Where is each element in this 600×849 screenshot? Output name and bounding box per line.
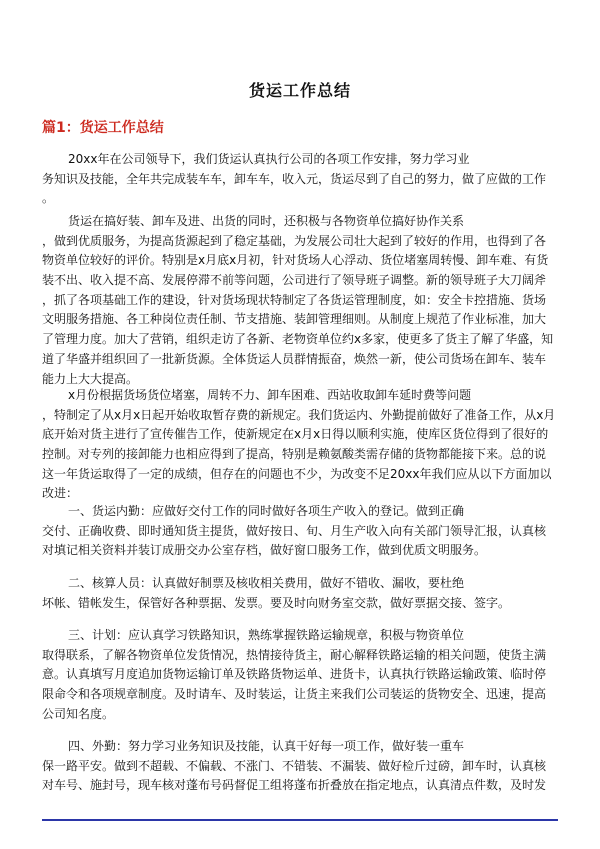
paragraph-5 bbox=[42, 574, 558, 613]
paragraph-line: 务知识及技能，全年共完成装车车，卸车车，收入元，货运尽到了自己的努力，做了应做的工作 bbox=[42, 171, 547, 186]
paragraph-line: 物资单位较好的评价。特别是x月底x月初，针对货场人心浮动、货位堵塞周转慢、卸车难、有货 bbox=[42, 253, 549, 268]
paragraph-7 bbox=[42, 737, 558, 796]
paragraph-line: 二、核算人员：认真做好制票及核收相关费用，做好不错收、漏收，要杜绝 bbox=[68, 576, 465, 590]
paragraph-line: 。 bbox=[42, 191, 55, 206]
paragraph-line: 坏帐、错帐发生，保管好各种票据、发票。要及时向财务室交款，做好票据交接、签字。 bbox=[42, 595, 511, 610]
paragraph-line: 这一年货运取得了一定的成绩，但存在的问题也不少，为改变不足20xx年我们应从以下方面加以 bbox=[42, 466, 552, 481]
paragraph-line: 改进： bbox=[42, 486, 79, 501]
paragraph-line: 底开始对货主进行了宣传催告工作，使新规定在x月x日得以顺利实施，使库区货位得到了很好的 bbox=[42, 427, 549, 442]
paragraph-line: 四、外勤：努力学习业务知识及技能，认真干好每一项工作，做好装一重车 bbox=[68, 739, 465, 753]
footer-divider bbox=[42, 819, 558, 821]
paragraph-2 bbox=[42, 212, 558, 389]
paragraph-line: ，特制定了从x月x日起开始收取暂存费的新规定。我们货运内、外勤提前做好了准备工作，从x月 bbox=[42, 407, 556, 422]
paragraph-line: 意。认真填写月度追加货物运输订单及铁路货物运单、进货卡，认真执行铁路运输政策、临时停 bbox=[42, 667, 547, 682]
paragraph-4 bbox=[42, 502, 558, 561]
paragraph-6 bbox=[42, 626, 558, 724]
paragraph-3 bbox=[42, 386, 558, 504]
paragraph-line: 对车号、施封号，现车核对蓬布号码督促工组将蓬布折叠放在指定地点，认真清点件数，及时发 bbox=[42, 778, 547, 793]
paragraph-line: x月份根据货场货位堵塞，周转不力、卸车困难、西站收取卸车延时费等问题 bbox=[68, 388, 472, 402]
paragraph-line: 取得联系，了解各物资单位发货情况，热情接待货主，耐心解释铁路运输的相关问题，使货主满 bbox=[42, 647, 547, 662]
section-heading: 篇1：货运工作总结 bbox=[42, 120, 164, 136]
paragraph-line: ，做到优质服务，为提高货源起到了稳定基础，为发展公司壮大起到了较好的作用，也得到了各 bbox=[42, 233, 547, 248]
paragraph-1 bbox=[42, 150, 558, 209]
paragraph-line: 能力上大大提高。 bbox=[42, 371, 139, 386]
paragraph-line: 公司知名度。 bbox=[42, 706, 115, 721]
paragraph-line: 对填记相关资料并装订成册交办公室存档，做好窗口服务工作，做到优质文明服务。 bbox=[42, 543, 487, 558]
paragraph-line: 20xx年在公司领导下，我们货运认真执行公司的各项工作安排，努力学习业 bbox=[68, 152, 470, 166]
paragraph-line: 道了华盛并组织回了一批新货源。全体货运人员群情振奋，焕然一新，使公司货场在卸车、装车 bbox=[42, 351, 547, 366]
paragraph-line: 三、计划：应认真学习铁路知识，熟练掌握铁路运输规章，积极与物资单位 bbox=[68, 628, 465, 642]
paragraph-line: ，抓了各项基础工作的建设，针对货场现状特制定了各货运管理制度，如：安全卡控措施、货场 bbox=[42, 292, 547, 307]
paragraph-line: 交付、正确收费、即时通知货主提货，做好按日、旬、月生产收入向有关部门领导汇报，认真核 bbox=[42, 523, 547, 538]
paragraph-line: 货运在搞好装、卸车及进、出货的同时，还积极与各物资单位搞好协作关系 bbox=[68, 214, 465, 228]
document-title: 货运工作总结 bbox=[248, 81, 351, 100]
paragraph-line: 文明服务措施、各工种岗位责任制、节支措施、装卸管理细则。从制度上规范了作业标准，加大 bbox=[42, 312, 547, 327]
paragraph-line: 控制。对专列的接卸能力也相应得到了提高，特别是赖氨酸类需存储的货物都能接下来。总的说 bbox=[42, 447, 547, 462]
paragraph-line: 限命令和各项规章制度。及时请车、及时装运，让货主来我们公司装运的货物安全、迅速，提高 bbox=[42, 687, 547, 702]
paragraph-line: 一、货运内勤：应做好交付工作的同时做好各项生产收入的登记。做到正确 bbox=[68, 504, 465, 518]
paragraph-line: 保一路平安。做到不超载、不偏载、不涨门、不错装、不漏装、做好检斤过磅，卸车时，认真核 bbox=[42, 758, 547, 773]
paragraph-line: 装不出、收入提不高、发展停滞不前等问题，公司进行了领导班子调整。新的领导班子大刀阔斧 bbox=[42, 273, 547, 288]
paragraph-line: 了管理力度。加大了营销，组织走访了各新、老物资单位约x多家，使更多了货主了解了华盛，知 bbox=[42, 332, 554, 347]
